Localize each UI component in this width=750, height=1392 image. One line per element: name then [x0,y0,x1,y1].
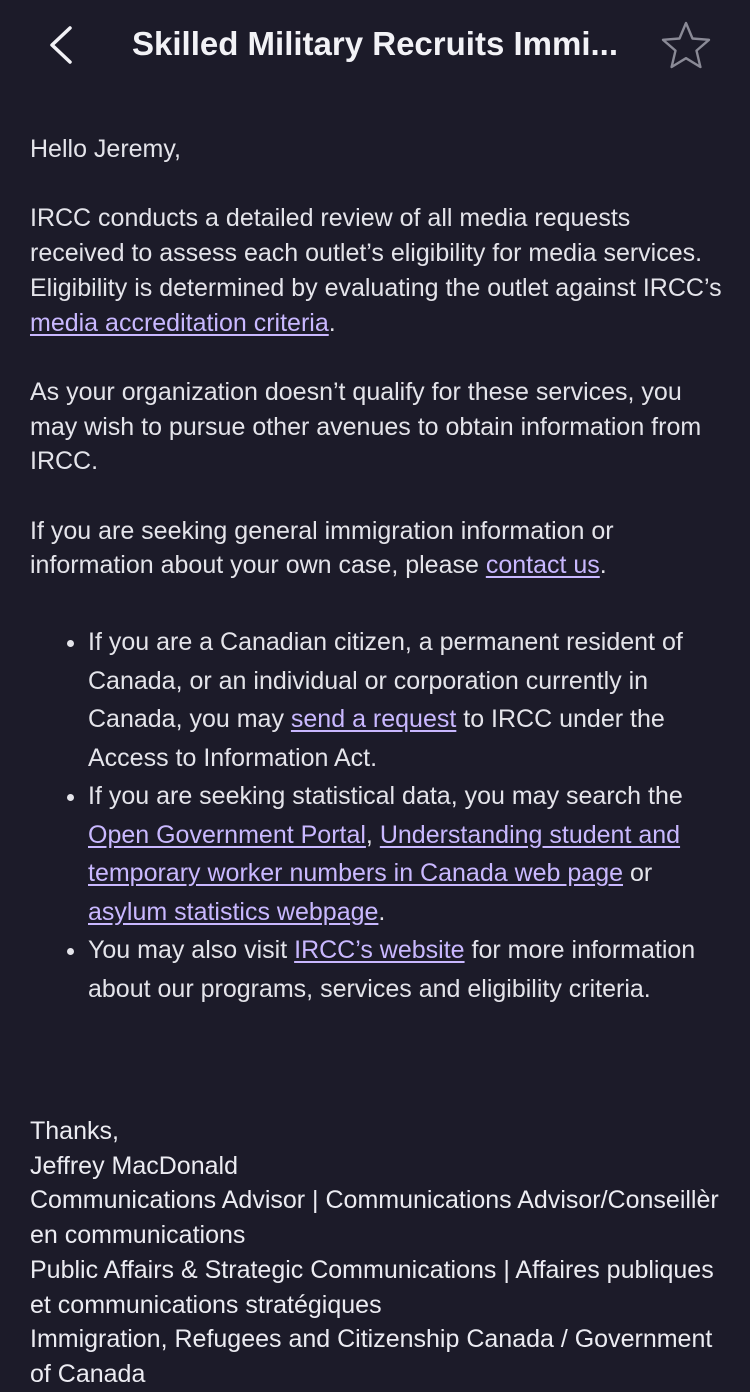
signature-thanks: Thanks, [30,1117,119,1145]
eligibility-text: IRCC conducts a detailed review of all media requests received to assess each outlet’s eligibility for media services. Eligibility is determined by evaluating the outlet against IRCC’s [30,204,722,302]
contact-paragraph [30,514,730,583]
bullet2-text: If you are seeking statistical data, you may search the [88,782,683,811]
contact-us-link[interactable]: contact us [485,551,600,580]
bullet1-text: If you are a Canadian citizen, a permanent resident of Canada, or an individual or corporation currently in Canada, you may [88,628,683,734]
star-outline-icon [660,20,712,72]
list-item [88,931,730,1008]
contact-text: If you are seeking general immigration information or information about your own case, please [30,516,614,580]
bullet2-separator: , [365,820,380,849]
signature-organization: Immigration, Refugees and Citizenship Canada / Government of Canada [30,1325,713,1388]
signature-department: Public Affairs & Strategic Communications | Affaires publiques et communications stratégiques [30,1255,714,1319]
media-accreditation-criteria-link[interactable]: media accreditation criteria [30,308,329,337]
email-signature [30,1114,730,1392]
list-item [88,777,730,931]
bullet2-period: . [378,897,386,926]
bullet1-text-end: to IRCC under the Access to Information Act. [88,705,665,772]
eligibility-period: . [328,308,336,337]
signature-name: Jeffrey MacDonald [30,1151,238,1180]
email-subject-title: Skilled Military Recruits Immi... [132,25,618,62]
list-item [88,623,730,777]
contact-period: . [599,551,607,580]
asylum-statistics-link[interactable]: asylum statistics webpage [88,897,379,926]
bullet2-or: or [623,859,653,888]
favorite-button[interactable] [660,20,712,72]
signature-role: Communications Advisor | Communications Advisor/Conseillèr en communications [30,1186,719,1250]
email-body [30,132,730,1008]
student-worker-numbers-link[interactable]: Understanding student and temporary worker numbers in Canada web page [88,820,681,888]
send-request-link[interactable]: send a request [290,705,457,734]
back-button[interactable] [40,22,84,68]
bullet3-text-end: for more information about our programs, services and eligibility criteria. [88,936,696,1003]
greeting: Hello Jeremy, [30,135,181,163]
bullet3-text: You may also visit [88,936,295,965]
email-header [0,0,750,92]
qualification-paragraph: As your organization doesn’t qualify for these services, you may wish to pursue other avenues to obtain information from IRCC. [30,377,702,476]
chevron-left-icon [40,22,84,68]
eligibility-paragraph [30,201,730,340]
open-government-portal-link[interactable]: Open Government Portal [88,820,366,849]
options-list [30,623,730,1008]
ircc-website-link[interactable]: IRCC’s website [294,936,465,965]
